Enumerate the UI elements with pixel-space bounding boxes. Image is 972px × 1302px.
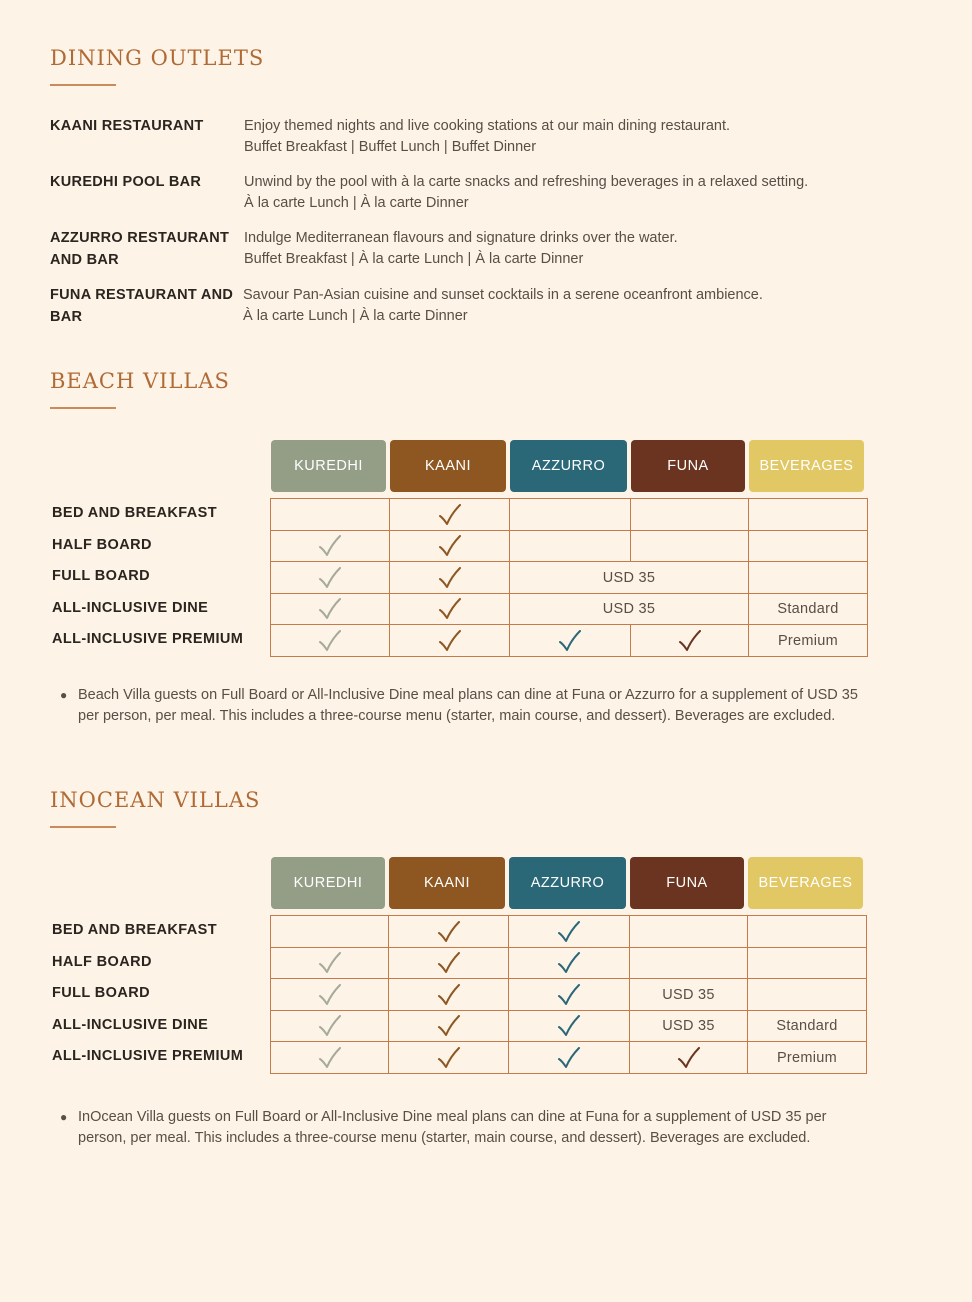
outlet-desc-kuredhi	[244, 172, 884, 214]
table-cell-text: Premium	[747, 1041, 867, 1074]
table-cell-empty	[748, 561, 868, 594]
outlet-desc-funa	[243, 285, 883, 327]
bullet-icon: ●	[60, 1110, 68, 1124]
outlet-name-kuredhi: KUREDHI POOL BAR	[50, 174, 202, 190]
outlet-meals: Buffet Breakfast | À la carte Lunch | À la carte Dinner	[244, 251, 584, 267]
check-icon	[557, 952, 581, 974]
meal-plan-label: BED AND BREAKFAST	[52, 505, 217, 521]
table-cell	[389, 593, 510, 625]
bullet-icon: ●	[60, 688, 68, 702]
inocean-villas-title: INOCEAN VILLAS	[50, 788, 261, 812]
table-cell	[508, 978, 630, 1011]
table-cell-empty	[509, 530, 631, 562]
check-icon	[437, 1015, 461, 1037]
check-icon	[318, 567, 342, 589]
meal-plan-label: ALL-INCLUSIVE DINE	[52, 1017, 209, 1033]
column-header-funa: FUNA	[630, 857, 744, 909]
outlet-meals: À la carte Lunch | À la carte Dinner	[243, 308, 468, 324]
table-cell	[389, 561, 510, 594]
column-header-funa: FUNA	[631, 440, 745, 492]
table-cell	[388, 1010, 509, 1042]
column-header-kuredhi: KUREDHI	[271, 857, 385, 909]
outlet-description: Unwind by the pool with à la carte snacks and refreshing beverages in a relaxed setting.	[244, 174, 809, 190]
check-icon	[438, 504, 462, 526]
column-header-kaani: KAANI	[389, 857, 505, 909]
table-cell	[388, 1041, 509, 1074]
check-icon	[557, 1015, 581, 1037]
check-icon	[318, 1015, 342, 1037]
outlet-meals: Buffet Breakfast | Buffet Lunch | Buffet Dinner	[244, 139, 537, 155]
meal-plan-label: FULL BOARD	[52, 985, 150, 1001]
beach-villas-title: BEACH VILLAS	[50, 369, 230, 393]
table-cell	[270, 1041, 389, 1074]
table-cell-empty	[270, 915, 389, 948]
meal-plan-label: FULL BOARD	[52, 568, 150, 584]
table-cell-text: USD 35	[509, 593, 749, 625]
beach-villas-rule	[50, 407, 116, 409]
dining-outlets-rule	[50, 84, 116, 86]
check-icon	[557, 1047, 581, 1069]
table-cell-text: USD 35	[629, 978, 748, 1011]
check-icon	[557, 984, 581, 1006]
table-cell-empty	[629, 947, 748, 979]
outlet-meals: À la carte Lunch | À la carte Dinner	[244, 195, 469, 211]
table-cell-empty	[748, 530, 868, 562]
check-icon	[557, 921, 581, 943]
table-cell-text: Premium	[748, 624, 868, 657]
check-icon	[318, 630, 342, 652]
table-cell	[270, 593, 390, 625]
table-cell	[629, 1041, 748, 1074]
table-cell	[388, 947, 509, 979]
table-cell	[270, 624, 390, 657]
table-cell	[388, 978, 509, 1011]
check-icon	[438, 598, 462, 620]
table-cell-empty	[747, 978, 867, 1011]
inocean-villas-rule	[50, 826, 116, 828]
outlet-description: Enjoy themed nights and live cooking stations at our main dining restaurant.	[244, 118, 731, 134]
table-cell	[270, 561, 390, 594]
check-icon	[437, 952, 461, 974]
meal-plan-label: BED AND BREAKFAST	[52, 922, 217, 938]
inocean-villas-note	[60, 1107, 870, 1149]
table-cell-empty	[509, 498, 631, 531]
column-header-azzurro: AZZURRO	[510, 440, 627, 492]
column-header-kuredhi: KUREDHI	[271, 440, 386, 492]
check-icon	[318, 598, 342, 620]
dining-outlets-title: DINING OUTLETS	[50, 46, 265, 70]
check-icon	[318, 1047, 342, 1069]
check-icon	[318, 952, 342, 974]
table-cell	[270, 1010, 389, 1042]
table-cell-empty	[630, 530, 749, 562]
check-icon	[438, 535, 462, 557]
table-cell	[389, 624, 510, 657]
meal-plan-label: ALL-INCLUSIVE PREMIUM	[52, 631, 244, 647]
check-icon	[558, 630, 582, 652]
meal-plan-label: HALF BOARD	[52, 954, 152, 970]
table-cell	[270, 530, 390, 562]
outlet-desc-kaani	[244, 116, 884, 158]
column-header-azzurro: AZZURRO	[509, 857, 626, 909]
outlet-name-funa: FUNA RESTAURANT AND BAR	[50, 287, 234, 325]
column-header-kaani: KAANI	[390, 440, 506, 492]
outlet-description: Indulge Mediterranean flavours and signature drinks over the water.	[244, 230, 678, 246]
meal-plan-label: ALL-INCLUSIVE PREMIUM	[52, 1048, 244, 1064]
column-header-beverages: BEVERAGES	[749, 440, 864, 492]
check-icon	[677, 1047, 701, 1069]
table-cell-empty	[630, 498, 749, 531]
table-cell-text: USD 35	[509, 561, 749, 594]
check-icon	[318, 535, 342, 557]
table-cell	[508, 947, 630, 979]
outlet-description: Savour Pan-Asian cuisine and sunset cocktails in a serene oceanfront ambience.	[243, 287, 763, 303]
outlet-name-kaani: KAANI RESTAURANT	[50, 118, 204, 134]
table-cell	[388, 915, 509, 948]
check-icon	[438, 630, 462, 652]
table-cell	[270, 947, 389, 979]
beach-villas-note	[60, 685, 870, 727]
table-cell	[508, 1010, 630, 1042]
table-cell-empty	[270, 498, 390, 531]
table-cell-empty	[747, 947, 867, 979]
table-cell	[509, 624, 631, 657]
table-cell-text: USD 35	[629, 1010, 748, 1042]
check-icon	[437, 984, 461, 1006]
outlet-name-azzurro: AZZURRO RESTAURANT AND BAR	[50, 230, 230, 268]
table-cell	[389, 530, 510, 562]
check-icon	[437, 1047, 461, 1069]
table-cell	[508, 915, 630, 948]
table-cell	[508, 1041, 630, 1074]
table-cell-empty	[747, 915, 867, 948]
table-cell-empty	[748, 498, 868, 531]
check-icon	[678, 630, 702, 652]
table-cell-empty	[629, 915, 748, 948]
inocean-villas-note-text: InOcean Villa guests on Full Board or All-Inclusive Dine meal plans can dine at Funa for a supplement of USD 35 per person, per meal. This includes a three-course menu (starter, main course, and dessert). Beverages are excluded.	[78, 1109, 827, 1146]
column-header-beverages: BEVERAGES	[748, 857, 863, 909]
check-icon	[318, 984, 342, 1006]
outlet-desc-azzurro	[244, 228, 884, 270]
meal-plan-label: HALF BOARD	[52, 537, 152, 553]
table-cell	[270, 978, 389, 1011]
check-icon	[438, 567, 462, 589]
table-cell	[630, 624, 749, 657]
table-cell	[389, 498, 510, 531]
check-icon	[437, 921, 461, 943]
table-cell-text: Standard	[747, 1010, 867, 1042]
beach-villas-note-text: Beach Villa guests on Full Board or All-Inclusive Dine meal plans can dine at Funa or Azzurro for a supplement of USD 35 per person, per meal. This includes a three-course menu (starter, main course, and dessert). Beverages are excluded.	[78, 687, 858, 724]
meal-plan-label: ALL-INCLUSIVE DINE	[52, 600, 209, 616]
table-cell-text: Standard	[748, 593, 868, 625]
